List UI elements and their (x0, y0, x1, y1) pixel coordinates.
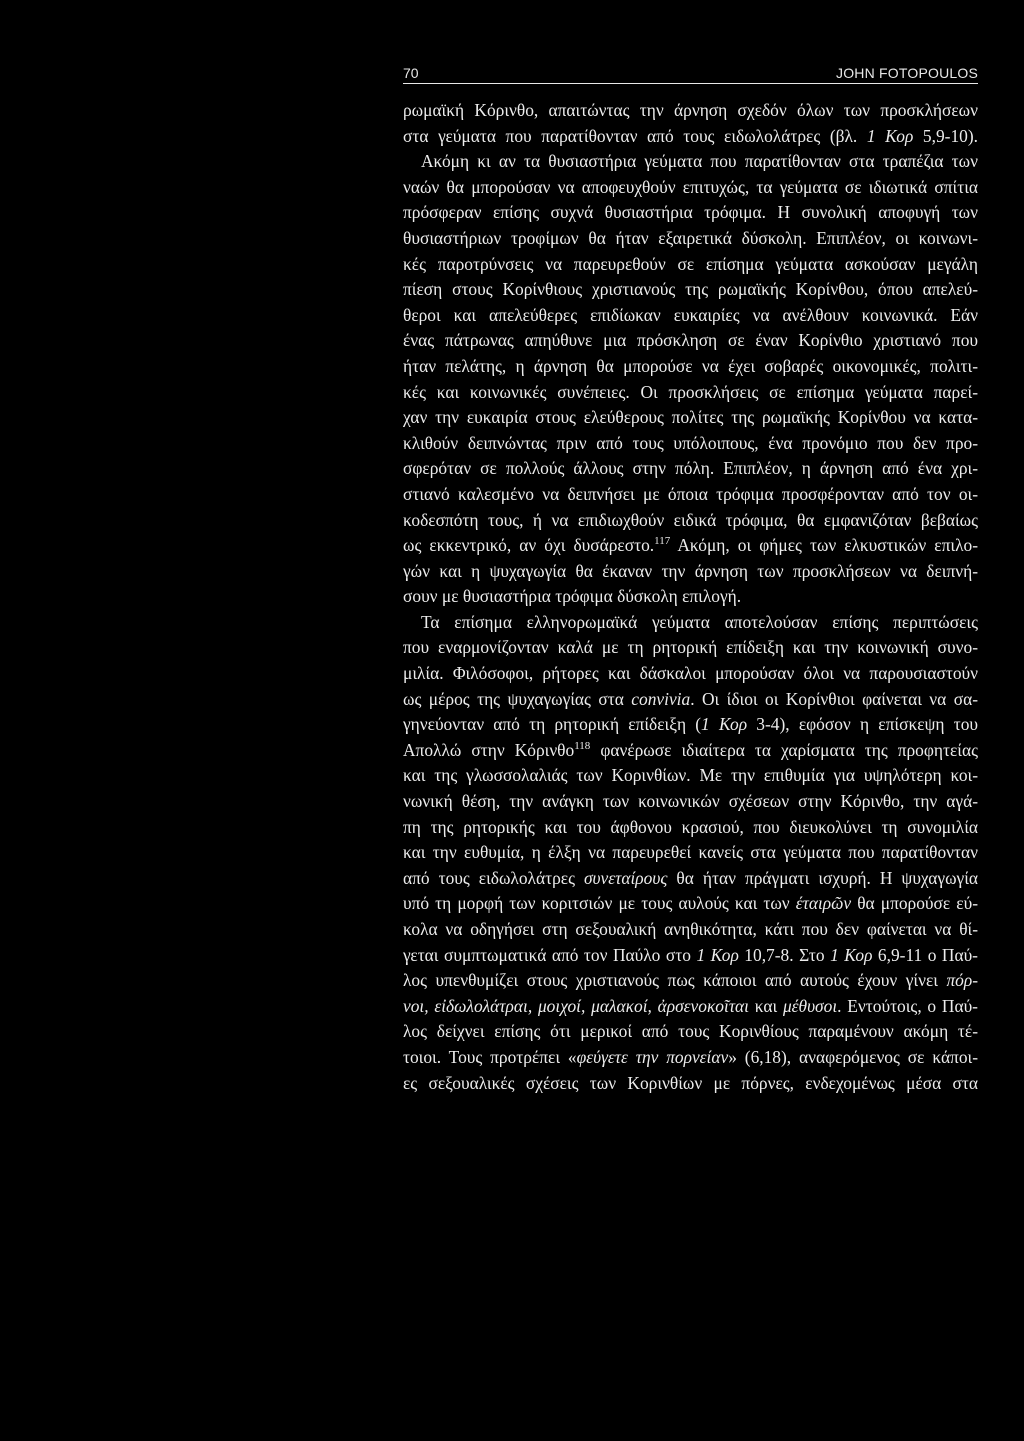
text-span: ες σεξουαλικές σχέσεις των Κορινθίων με πόρνες, ενδεχομένως μέσα στα (403, 1072, 978, 1093)
text-span: γεται συμπτωματικά από τον Παύλο στο (403, 944, 697, 965)
text-span: Ακόμη κι αν τα θυσιαστήρια γεύματα που παρατίθονταν στα τραπέζια των (421, 151, 978, 172)
text-span: που εναρμονίζονταν καλά με τη ρητορική επίδειξη και την κοινωνική συνο- (403, 637, 978, 658)
text-span: γών και η ψυχαγωγία θα έκαναν την άρνηση των προσκλήσεων να δειπνή- (403, 560, 978, 581)
text-span: και της γλωσσολαλιάς των Κορινθίων. Με την επιθυμία για υψηλότερη κοι- (403, 765, 978, 786)
text-line (403, 149, 978, 175)
italic-text: έταιρῶν (795, 893, 852, 914)
text-line (403, 431, 978, 457)
text-line (403, 610, 978, 636)
text-span: ως μέρος της ψυχαγωγίας στα (403, 688, 632, 709)
text-span: Τα επίσημα ελληνορωμαϊκά γεύματα αποτελούσαν επίσης περιπτώσεις (421, 611, 978, 632)
text-span: θα ήταν πράγματι ισχυρή. Η ψυχαγωγία (667, 867, 978, 888)
footnote-ref: 117 (654, 535, 671, 548)
text-span: ήταν πελάτης, η άρνηση θα μπορούσε να έχει σοβαρές οικονομικές, πολιτι- (403, 355, 978, 376)
text-line (403, 200, 978, 226)
text-line (403, 559, 978, 585)
text-line (403, 98, 978, 124)
text-span: φανέρωσε ιδιαίτερα τα χαρίσματα της προφητείας (590, 739, 978, 760)
running-head-author: JOHN FOTOPOULOS (836, 65, 978, 81)
italic-text: συνεταίρους (583, 867, 668, 888)
page-number: 70 (403, 65, 419, 81)
text-span: θυσιαστήριων τροφίμων θα ήταν εξαιρετικά δύσκολη. Επιπλέον, οι κοινωνι- (403, 227, 978, 248)
text-span: ναών θα μπορούσαν να αποφευχθούν επιτυχώς, τα γεύματα σε ιδιωτικά σπίτια (403, 176, 978, 197)
text-line (403, 687, 978, 713)
text-line (403, 328, 978, 354)
text-line (403, 303, 978, 329)
italic-text: μέθυσοι (782, 995, 838, 1016)
italic-text: 1 Κορ (866, 125, 914, 146)
text-line (403, 738, 978, 764)
text-span: μιλία. Φιλόσοφοι, ρήτορες και δάσκαλοι μπορούσαν όλοι να παρουσιαστούν (403, 663, 978, 684)
text-span: κολα να οδηγήσει στη σεξουαλική ανηθικότητα, κάτι που δεν φαίνεται να θί- (403, 919, 978, 939)
text-span: κές και κοινωνικές συνέπειες. Οι προσκλήσεις σε επίσημα γεύματα παρεί- (403, 381, 978, 402)
text-span: πίεση στους Κορίνθιους χριστιανούς της ρωμαϊκής Κορίνθου, όπου απελεύ- (403, 279, 978, 300)
text-line (403, 917, 978, 943)
running-header (403, 63, 978, 84)
text-span: από τους ειδωλολάτρες (403, 867, 584, 888)
text-span: κοδεσπότη τους, ή να επιδιωχθούν ειδικά τρόφιμα, θα εμφανιζόταν βεβαίως (403, 509, 978, 530)
text-line (403, 968, 978, 994)
text-span: νωνική θέση, την ανάγκη των κοινωνικών σχέσεων στην Κόρινθο, την αγά- (403, 791, 978, 812)
italic-text: 1 Κορ (830, 944, 873, 965)
text-line (403, 1071, 978, 1097)
text-span: και (749, 995, 783, 1016)
text-line (403, 661, 978, 687)
body-text (403, 98, 978, 1096)
text-span: Απολλώ στην Κόρινθο (403, 739, 575, 760)
text-span: 5,9-10). (913, 125, 978, 146)
text-span: » (6,18), αναφερόμενος σε κάποι- (728, 1046, 979, 1067)
text-span: στιανό καλεσμένο να δειπνήσει με όποια τρόφιμα προσφέρονταν από τον οι- (403, 483, 978, 504)
text-span: γηνεύονταν από τη ρητορική επίδειξη ( (403, 714, 702, 735)
text-line (403, 277, 978, 303)
text-line (403, 1019, 978, 1045)
text-span: . Οι ίδιοι οι Κορίνθιοι φαίνεται να σα- (690, 688, 978, 709)
text-span: θεροι και απελεύθερες επιδίωκαν ευκαιρίες να ανέλθουν κοινωνικά. Εάν (403, 304, 978, 325)
italic-text: 1 Κορ (701, 714, 748, 735)
text-line (403, 380, 978, 406)
text-span: πη της ρητορικής και του άφθονου κρασιού, που διευκολύνει τη συνομιλία (403, 816, 978, 837)
text-line (403, 891, 978, 917)
text-span: Ακόμη, οι φήμες των ελκυστικών επιλο- (670, 535, 978, 556)
italic-text: πόρ- (946, 970, 978, 991)
text-span: ένας πάτρωνας απηύθυνε μια πρόσκληση σε έναν Κορίνθιο χριστιανό που (403, 330, 978, 351)
text-span: λος υπενθυμίζει στους χριστιανούς πως κάποιοι από αυτούς έχουν γίνει (403, 970, 947, 991)
italic-text: φεύγετε την πορνείαν (576, 1046, 729, 1067)
text-line (403, 584, 978, 610)
text-span: στα γεύματα που παρατίθονταν από τους ειδωλολάτρες (βλ. (403, 125, 867, 146)
text-span: κές παροτρύνσεις να παρευρεθούν σε επίσημα γεύματα ασκούσαν μεγάλη (403, 253, 978, 274)
text-span: τοιοι. Τους προτρέπει « (403, 1046, 577, 1067)
text-line (403, 354, 978, 380)
text-line (403, 789, 978, 815)
italic-text: 1 Κορ (696, 944, 739, 965)
text-span: χαν την ευκαιρία στους ελεύθερους πολίτες της ρωμαϊκής Κορίνθου να κατα- (403, 407, 978, 428)
text-line (403, 533, 978, 559)
text-span: . Εντούτοις, ο Παύ- (837, 995, 978, 1016)
text-span: σουν με θυσιαστήρια τρόφιμα δύσκολη επιλογή. (403, 586, 742, 607)
text-span: ρωμαϊκή Κόρινθο, απαιτώντας την άρνηση σχεδόν όλων των προσκλήσεων (403, 100, 978, 120)
italic-text: νοι, εἰδωλολάτραι, μοιχοί, μαλακοί, ἀρσενοκοῖται (403, 995, 750, 1016)
text-span: υπό τη μορφή των κοριτσιών με τους αυλούς και των (403, 893, 796, 914)
text-line (403, 508, 978, 534)
text-line (403, 226, 978, 252)
text-span: θα μπορούσε εύ- (851, 893, 978, 914)
text-line (403, 405, 978, 431)
text-span: 6,9-11 ο Παύ- (872, 944, 978, 965)
text-line (403, 175, 978, 201)
italic-text: convivia (631, 688, 691, 709)
text-span: και την ευθυμία, η έλξη να παρευρεθεί κανείς στα γεύματα που παρατίθονταν (403, 842, 978, 863)
text-line (403, 712, 978, 738)
text-line (403, 456, 978, 482)
text-span: πρόσφεραν επίσης συχνά θυσιαστήρια τρόφιμα. Η συνολική αποφυγή των (403, 202, 978, 223)
footnote-ref: 118 (574, 740, 591, 753)
text-span: 10,7-8. Στο (738, 944, 831, 965)
text-span: ως εκκεντρικό, αν όχι δυσάρεστο. (403, 535, 655, 556)
text-line (403, 840, 978, 866)
text-span: λος δείχνει επίσης ότι μερικοί από τους Κορινθίους παραμένουν ακόμη τέ- (403, 1021, 978, 1042)
text-span: σφερόταν σε πολλούς άλλους στην πόλη. Επιπλέον, η άρνηση από ένα χρι- (403, 458, 978, 479)
text-line (403, 815, 978, 841)
text-line (403, 994, 978, 1020)
text-span: 3-4), εφόσον η επίσκεψη του (747, 714, 978, 735)
text-line (403, 482, 978, 508)
text-line (403, 252, 978, 278)
text-line (403, 866, 978, 892)
text-line (403, 1045, 978, 1071)
text-line (403, 943, 978, 969)
text-span: κλιθούν δειπνώντας πριν από τους υπόλοιπους, ένα προνόμιο που δεν προ- (403, 432, 978, 453)
text-line (403, 763, 978, 789)
text-line (403, 635, 978, 661)
text-line (403, 124, 978, 150)
